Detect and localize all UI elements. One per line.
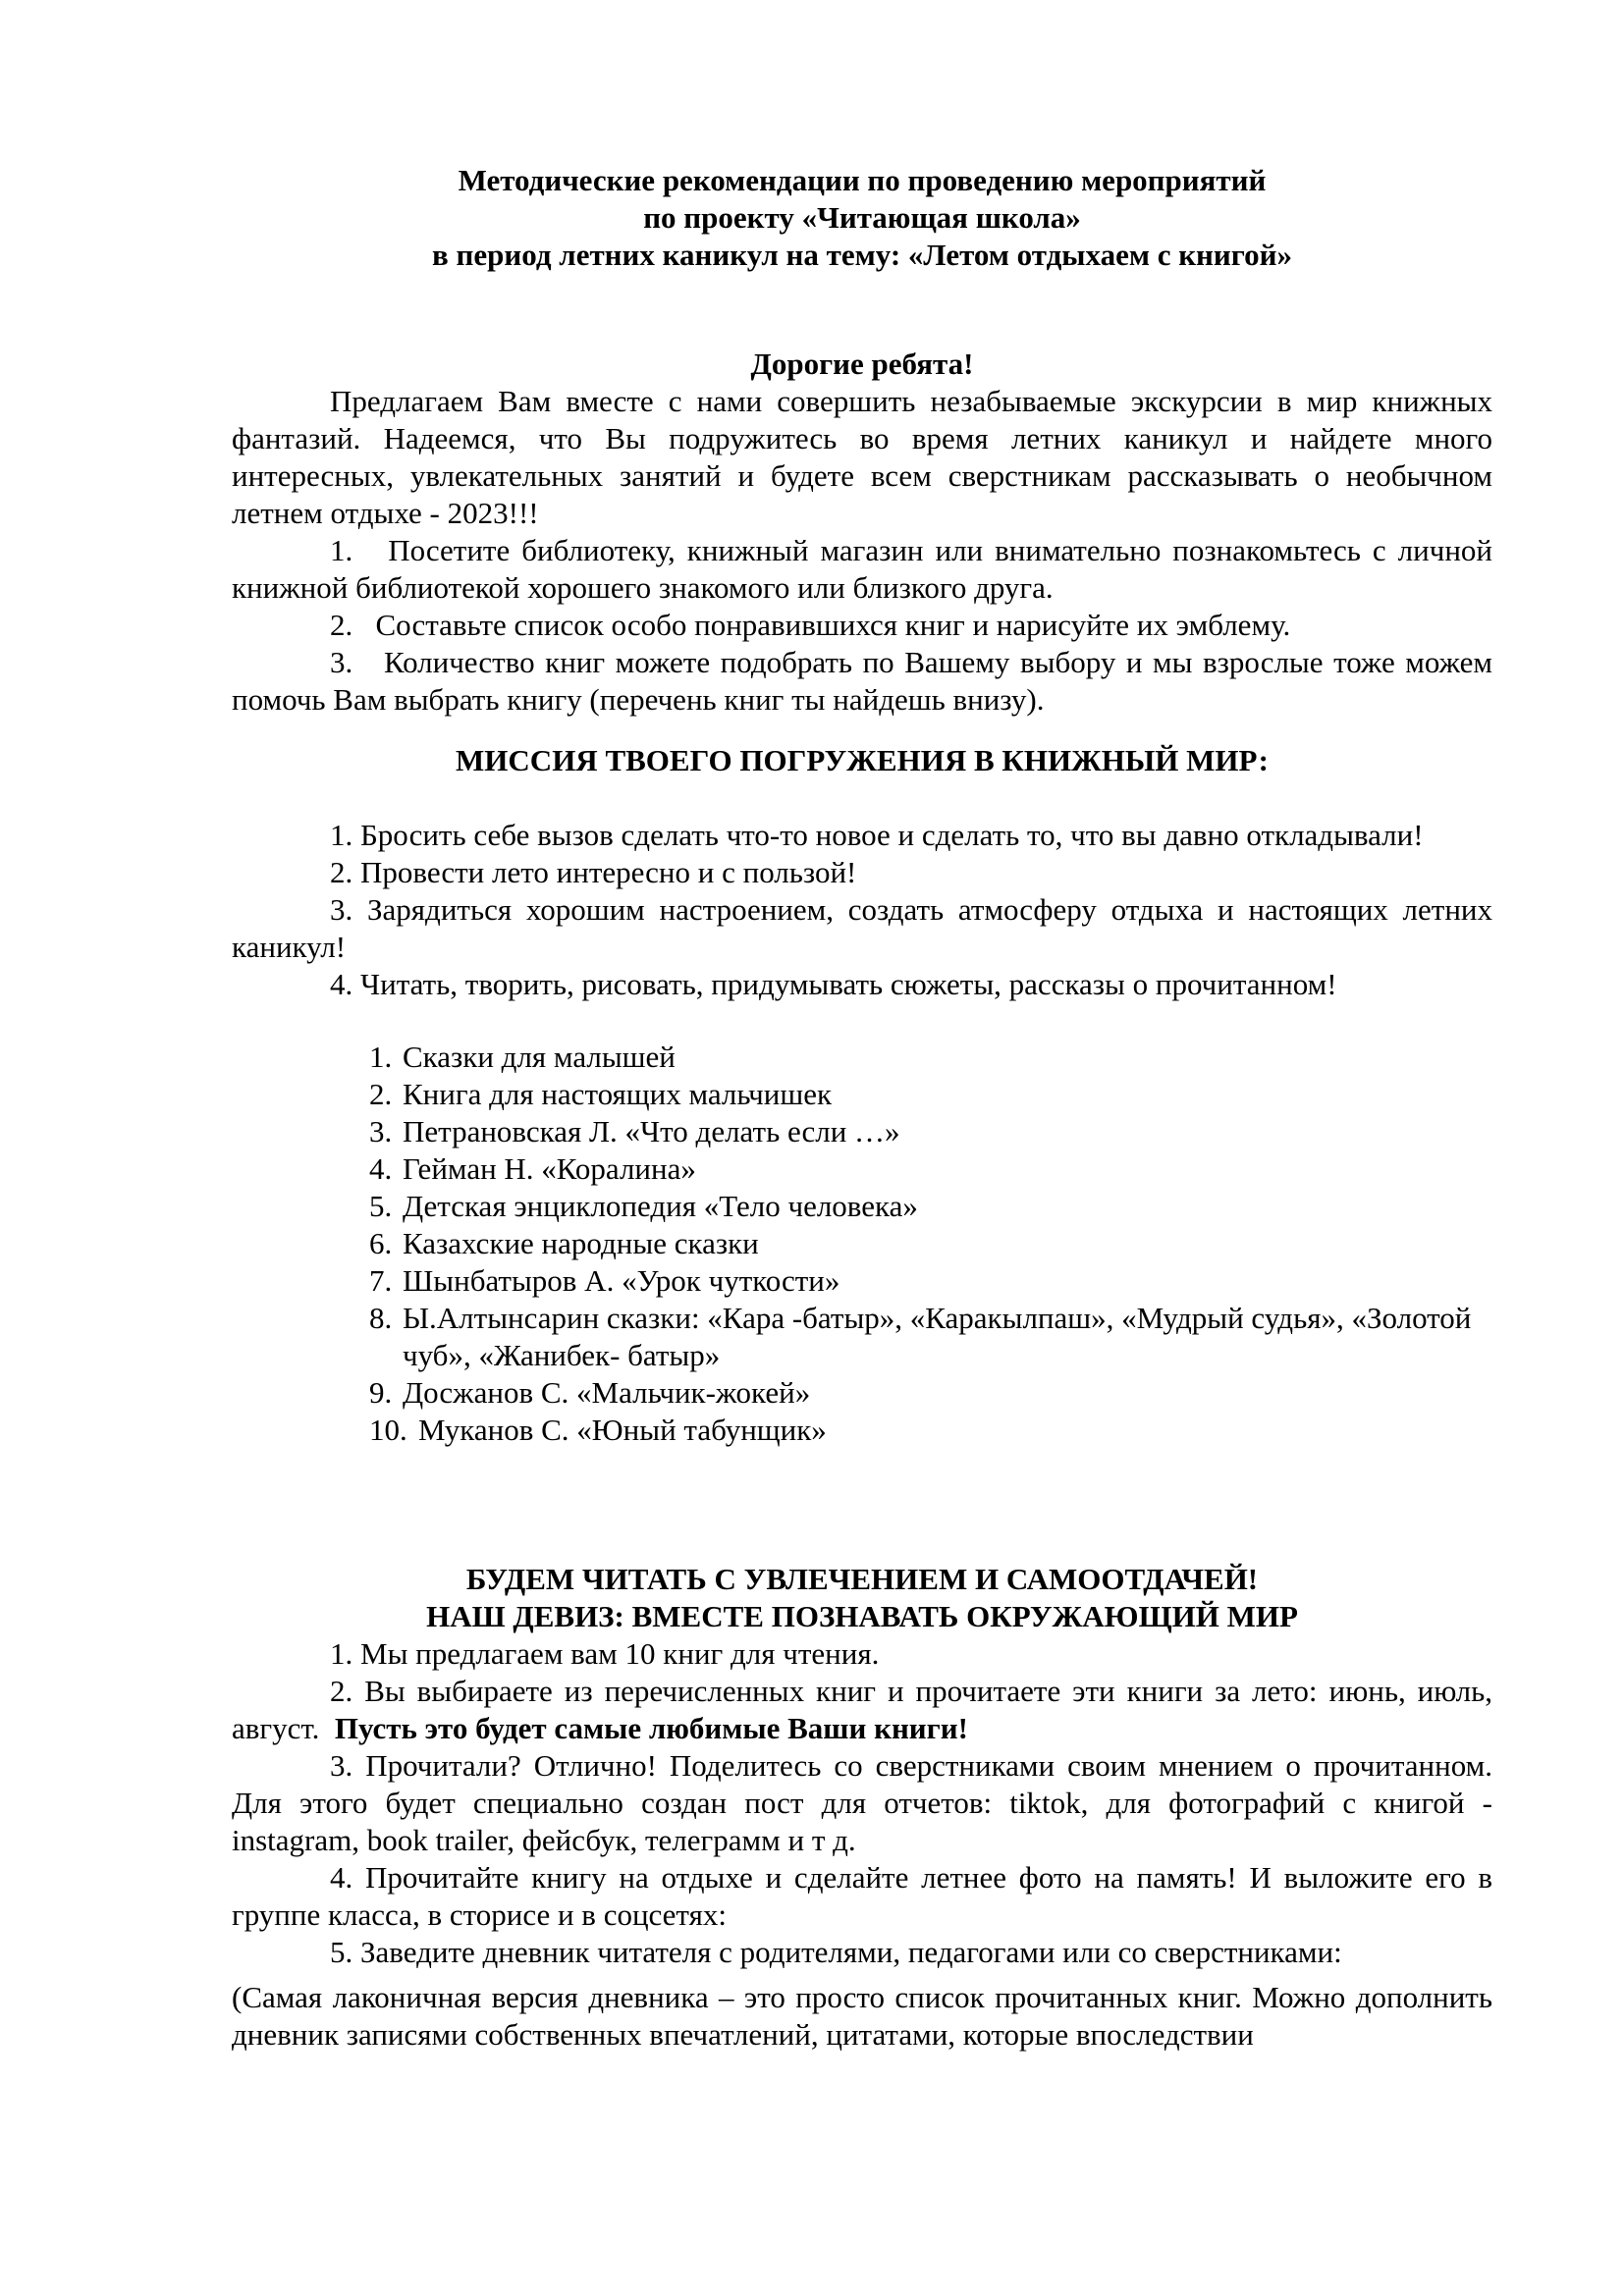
document-page	[232, 162, 1492, 2054]
list-item	[369, 1188, 1492, 1225]
book-number: 4.	[369, 1151, 393, 1186]
list-item	[369, 1150, 1492, 1188]
step-number: 2.	[330, 608, 353, 642]
book-title: Шынбатыров А. «Урок чуткости»	[403, 1263, 840, 1298]
document-header	[232, 162, 1492, 274]
step-3	[232, 644, 1492, 719]
mission-item-1: 1. Бросить себе вызов сделать что-то новое и сделать то, что вы давно откладывали!	[330, 818, 1424, 852]
book-number: 1.	[369, 1040, 393, 1074]
step-number: 3.	[330, 645, 353, 679]
book-title: Книга для настоящих мальчишек	[403, 1077, 833, 1111]
task-2	[232, 1673, 1492, 1747]
step-2	[232, 607, 1492, 644]
task-2-text: 2. Вы выбираете из перечисленных книг и прочитаете эти книги за лето: июнь, июль, август.	[232, 1674, 1492, 1745]
task-4: 4. Прочитайте книгу на отдыхе и сделайте летнее фото на память! И выложите его в группе класса, в сторисе и в соцсетях:	[232, 1860, 1492, 1932]
book-number: 6.	[369, 1226, 393, 1260]
list-item	[369, 1113, 1492, 1150]
tasks-list	[232, 1635, 1492, 1971]
motto-block	[232, 1561, 1492, 1635]
list-item	[369, 1262, 1492, 1300]
motto-line-1: БУДЕМ ЧИТАТЬ С УВЛЕЧЕНИЕМ И САМООТДАЧЕЙ!	[465, 1562, 1259, 1596]
intro-paragraph: Предлагаем Вам вместе с нами совершить незабываемые экскурсии в мир книжных фантазий. Надеемся, что Вы подружитесь во время летних каникул и найдете много интересных, увлекательных занятий и будете всем сверстникам рассказывать о необычном летнем отдыхе - 2023!!!	[232, 384, 1492, 530]
list-item	[369, 1076, 1492, 1113]
book-number: 10.	[369, 1413, 407, 1447]
list-item	[369, 1374, 1492, 1412]
book-title: Муканов С. «Юный табунщик»	[418, 1413, 827, 1447]
task-3: 3. Прочитали? Отлично! Поделитесь со сверстниками своим мнением о прочитанном. Для этого будет специально создан пост для отчетов: tiktok, для фотографий с книгой - instagram, book trailer, фейсбук, телеграмм и т д.	[232, 1748, 1492, 1857]
list-item	[369, 1225, 1492, 1262]
mission-item-2: 2. Провести лето интересно и с пользой!	[330, 855, 857, 889]
steps-list	[232, 532, 1492, 719]
book-title: Сказки для малышей	[403, 1040, 676, 1074]
header-line-1: Методические рекомендации по проведению мероприятий	[458, 163, 1267, 197]
greeting: Дорогие ребята!	[750, 347, 974, 381]
step-number: 1.	[330, 533, 353, 567]
task-2-emphasis: Пусть это будет самые любимые Ваши книги!	[334, 1711, 968, 1745]
book-number: 8.	[369, 1301, 393, 1335]
header-line-2: по проекту «Читающая школа»	[643, 200, 1081, 235]
step-text: Посетите библиотеку, книжный магазин или внимательно познакомьтесь с личной книжной библиотекой хорошего знакомого или близкого друга.	[232, 533, 1493, 605]
mission-title: МИССИЯ ТВОЕГО ПОГРУЖЕНИЯ В КНИЖНЫЙ МИР:	[456, 743, 1269, 777]
step-1	[232, 532, 1492, 607]
book-title: Казахские народные сказки	[403, 1226, 759, 1260]
motto-line-2: НАШ ДЕВИЗ: ВМЕСТЕ ПОЗНАВАТЬ ОКРУЖАЮЩИЙ МИР	[426, 1599, 1298, 1633]
book-number: 9.	[369, 1375, 393, 1410]
task-5: 5. Заведите дневник читателя с родителями, педагогами или со сверстниками:	[330, 1935, 1342, 1969]
header-line-3: в период летних каникул на тему: «Летом отдыхаем с книгой»	[432, 238, 1292, 272]
book-title: Детская энциклопедия «Тело человека»	[403, 1189, 918, 1223]
mission-list	[232, 817, 1492, 1003]
task-1: 1. Мы предлагаем вам 10 книг для чтения.	[330, 1636, 880, 1671]
book-list	[232, 1039, 1492, 1449]
book-title: Петрановская Л. «Что делать если …»	[403, 1114, 900, 1148]
step-text: Количество книг можете подобрать по Вашему выбору и мы взрослые тоже можем помочь Вам выбрать книгу (перечень книг ты найдешь внизу).	[232, 645, 1492, 717]
book-title: Ы.Алтынсарин сказки: «Кара -батыр», «Каракылпаш», «Мудрый судья», «Золотой чуб», «Жанибек- батыр»	[403, 1301, 1472, 1372]
step-text: Составьте список особо понравившихся книг и нарисуйте их эмблему.	[375, 608, 1291, 642]
mission-item-4: 4. Читать, творить, рисовать, придумывать сюжеты, рассказы о прочитанном!	[330, 967, 1337, 1001]
list-item	[369, 1412, 1492, 1449]
mission-item-3: 3. Зарядиться хорошим настроением, создать атмосферу отдыха и настоящих летних каникул!	[232, 892, 1492, 964]
list-item	[369, 1039, 1492, 1076]
book-number: 3.	[369, 1114, 393, 1148]
book-number: 2.	[369, 1077, 393, 1111]
book-number: 5.	[369, 1189, 393, 1223]
book-title: Гейман Н. «Коралина»	[403, 1151, 696, 1186]
book-title: Досжанов С. «Мальчик-жокей»	[403, 1375, 811, 1410]
book-number: 7.	[369, 1263, 393, 1298]
list-item	[369, 1300, 1492, 1374]
diary-paragraph: (Самая лаконичная версия дневника – это просто список прочитанных книг. Можно дополнить дневник записями собственных впечатлений, цитатами, которые впоследствии	[232, 1980, 1492, 2052]
